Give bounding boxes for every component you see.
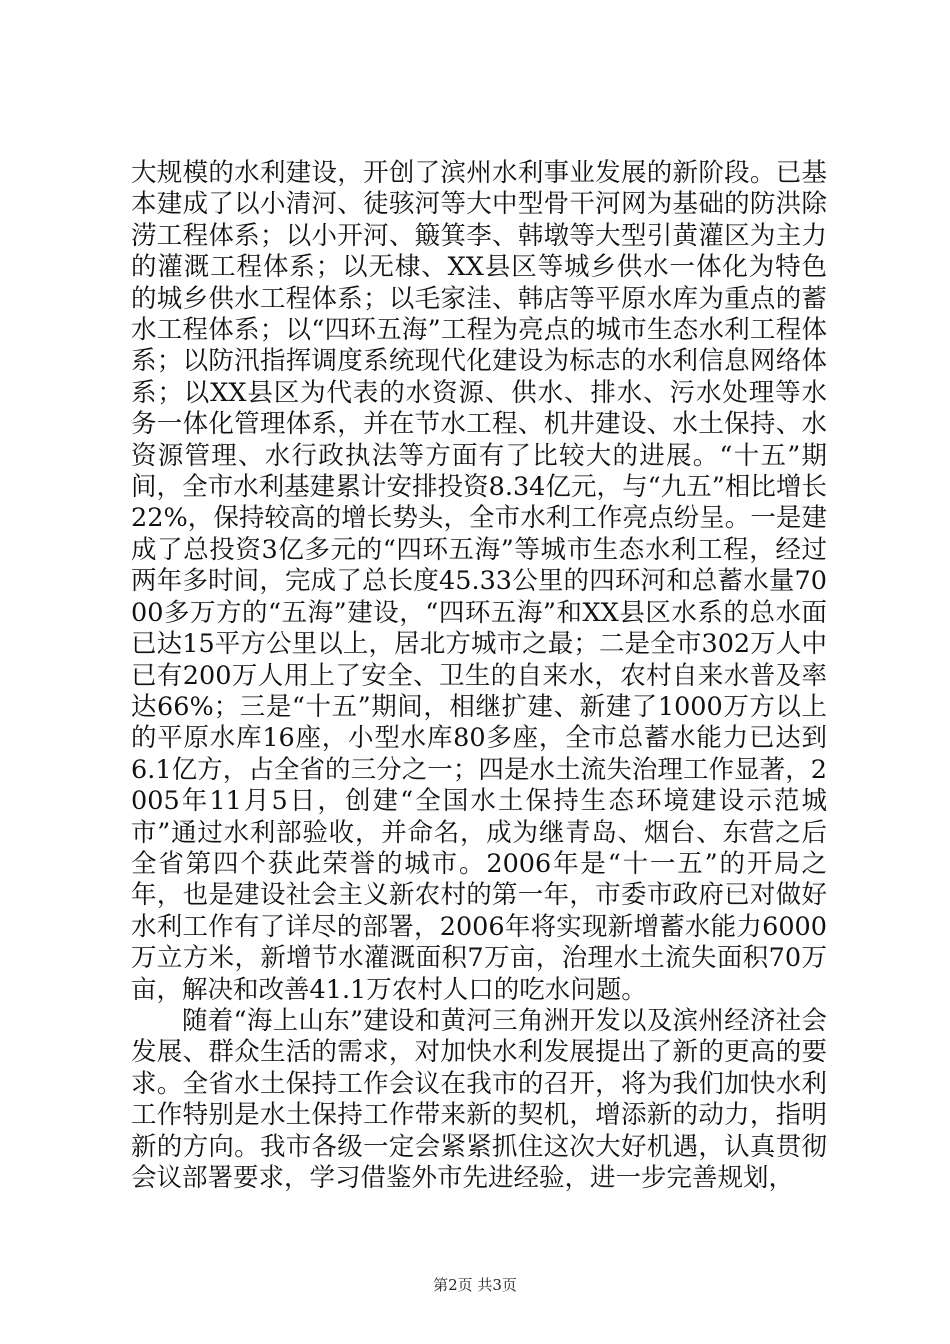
paragraph-2: 随着“海上山东”建设和黄河三角洲开发以及滨州经济社会发展、群众生活的需求，对加快水利发展提出了新的更高的要求。全省水土保持工作会议在我市的召开，将为我们加快水利工作特别是水土保持工作带来新的契机，增添新的动力，指明新的方向。我市各级一定会紧紧抓住这次大好机遇，认真贯彻会议部署要求，学习借鉴外市先进经验，进一步完善规划， <box>131 1005 827 1193</box>
paragraph-1: 大规模的水利建设，开创了滨州水利事业发展的新阶段。已基本建成了以小清河、徒骇河等大中型骨干河网为基础的防洪除涝工程体系；以小开河、簸箕李、韩墩等大型引黄灌区为主力的灌溉工程体系；以无棣、XX县区等城乡供水一体化为特色的城乡供水工程体系；以毛家洼、韩店等平原水库为重点的蓄水工程体系；以“四环五海”工程为亮点的城市生态水利工程体系；以防汛指挥调度系统现代化建设为标志的水利信息网络体系；以XX县区为代表的水资源、供水、排水、污水处理等水务一体化管理体系，并在节水工程、机井建设、水土保持、水资源管理、水行政执法等方面有了比较大的进展。“十五”期间，全市水利基建累计安排投资8.34亿元，与“九五”相比增长22%，保持较高的增长势头，全市水利工作亮点纷呈。一是建成了总投资3亿多元的“四环五海”等城市生态水利工程，经过两年多时间，完成了总长度45.33公里的四环河和总蓄水量7000多万方的“五海”建设，“四环五海”和XX县区水系的总水面已达15平方公里以上，居北方城市之最；二是全市302万人中已有200万人用上了安全、卫生的自来水，农村自来水普及率达66%；三是“十五”期间，相继扩建、新建了1000万方以上的平原水库16座，小型水库80多座，全市总蓄水能力已达到6.1亿方，占全省的三分之一；四是水土流失治理工作显著，2005年11月5日，创建“全国水土保持生态环境建设示范城市”通过水利部验收，并命名，成为继青岛、烟台、东营之后全省第四个获此荣誉的城市。2006年是“十一五”的开局之年，也是建设社会主义新农村的第一年，市委市政府已对做好水利工作有了详尽的部署，2006年将实现新增蓄水能力6000万立方米，新增节水灌溉面积7万亩，治理水土流失面积70万亩，解决和改善41.1万农村人口的吃水问题。 <box>131 158 827 1005</box>
page-number-footer: 第2页 共3页 <box>433 1276 517 1294</box>
document-body <box>131 158 827 1194</box>
